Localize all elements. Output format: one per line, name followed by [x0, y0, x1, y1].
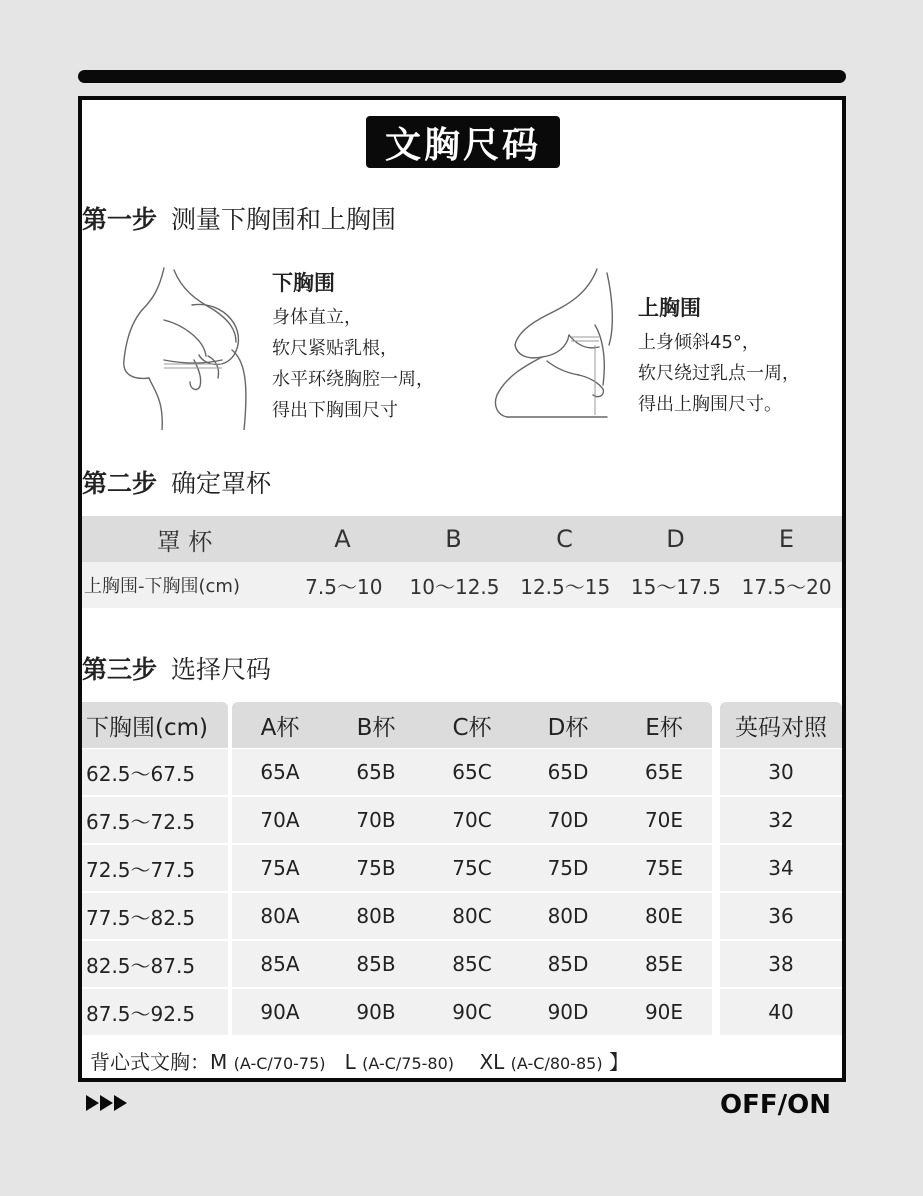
cup-header-cell: B	[445, 525, 462, 553]
cup-row-label: 上胸围-下胸围(cm)	[84, 576, 240, 597]
size-cell: 65C	[452, 760, 492, 784]
table-row	[82, 988, 842, 1036]
size-range-cell: 87.5～92.5	[82, 989, 228, 1035]
size-header-cell: 英码对照	[720, 702, 842, 748]
size-cell: 65B	[356, 760, 396, 784]
vest-bra-footnote	[90, 1046, 629, 1075]
table-row	[82, 940, 842, 988]
size-cell: 85A	[260, 952, 300, 976]
size-cell: 75C	[452, 856, 492, 880]
size-cell: 70E	[644, 808, 684, 832]
under-bust-heading: 下胸围	[272, 271, 335, 295]
footnote-l-range: (A-C/75-80)	[362, 1054, 455, 1073]
size-cell: 85E	[644, 952, 684, 976]
cup-header-cell: E	[778, 525, 795, 553]
size-cell: 75D	[547, 856, 589, 880]
size-cell: 90E	[644, 1000, 684, 1024]
over-bust-line: 软尺绕过乳点一周，	[638, 363, 800, 384]
over-bust-line: 得出上胸围尺寸。	[638, 394, 782, 415]
footnote-xl-range: (A-C/80-85)	[510, 1054, 603, 1073]
size-header-cell: E杯	[645, 714, 683, 741]
size-cell: 65D	[547, 760, 589, 784]
step-three-number: 第三步	[82, 655, 158, 684]
footnote-end: 】	[608, 1050, 629, 1074]
size-header-cell: A杯	[260, 714, 300, 741]
under-bust-instructions	[272, 266, 434, 426]
size-cell: 90A	[260, 1000, 300, 1024]
cup-table-header	[82, 516, 842, 562]
cup-header-cell: C	[556, 525, 573, 553]
cup-table	[82, 516, 842, 608]
size-cell: 80E	[644, 904, 684, 928]
cup-row-cell: 7.5～10	[305, 574, 383, 599]
under-bust-line: 水平环绕胸腔一周，	[272, 369, 434, 390]
footnote-xl: XL	[479, 1050, 505, 1074]
page-title: 文胸尺码	[366, 116, 560, 168]
size-cell: 80A	[260, 904, 300, 928]
size-cell: 65E	[644, 760, 684, 784]
cup-row-cell: 17.5～20	[741, 574, 832, 599]
step-one-number: 第一步	[82, 205, 158, 234]
size-cell: 75B	[356, 856, 396, 880]
size-cell: 75E	[644, 856, 684, 880]
cup-header-cell: A	[334, 525, 351, 553]
uk-size-cell: 38	[720, 941, 842, 987]
under-bust-line: 得出下胸围尺寸	[272, 400, 398, 421]
size-cell: 70B	[356, 808, 396, 832]
size-header-cell: 下胸围(cm)	[82, 702, 228, 748]
top-bar	[78, 70, 846, 83]
size-cell: 90B	[356, 1000, 396, 1024]
size-cups-group	[232, 845, 712, 891]
triple-right-arrow-icon	[86, 1095, 128, 1111]
size-cell: 70A	[260, 808, 300, 832]
under-bust-line: 身体直立，	[272, 307, 362, 328]
size-cell: 75A	[260, 856, 300, 880]
uk-size-cell: 40	[720, 989, 842, 1035]
size-cell: 65A	[260, 760, 300, 784]
size-chart-card	[78, 96, 846, 1082]
size-cups-group	[232, 941, 712, 987]
size-range-cell: 77.5～82.5	[82, 893, 228, 939]
size-range-cell: 62.5～67.5	[82, 749, 228, 795]
size-table-header	[82, 702, 842, 748]
size-cups-group	[232, 989, 712, 1035]
over-bust-line: 上身倾斜45°，	[638, 332, 760, 353]
step-one-heading	[82, 200, 396, 236]
brand-logo: OFF/ON	[720, 1090, 831, 1120]
table-row	[82, 844, 842, 892]
under-bust-illustration	[104, 260, 254, 430]
size-header-cups	[232, 702, 712, 748]
step-two-text: 确定罩杯	[171, 469, 272, 498]
cup-header-cell: D	[666, 525, 685, 553]
cup-header-cell: 罩 杯	[156, 527, 213, 556]
size-table	[82, 702, 842, 1036]
table-row	[82, 796, 842, 844]
footnote-label: 背心式文胸：	[90, 1050, 210, 1074]
uk-size-cell: 36	[720, 893, 842, 939]
size-cell: 80B	[356, 904, 396, 928]
size-cell: 85D	[547, 952, 589, 976]
cup-row-cell: 10～12.5	[409, 574, 500, 599]
size-cell: 70D	[547, 808, 589, 832]
over-bust-illustration	[487, 265, 627, 425]
footnote-m: M	[210, 1050, 228, 1074]
table-row	[82, 748, 842, 796]
cup-row-cell: 12.5～15	[520, 574, 611, 599]
size-cups-group	[232, 797, 712, 843]
size-header-cell: D杯	[547, 714, 589, 741]
size-table-body	[82, 748, 842, 1036]
size-cell: 90D	[547, 1000, 589, 1024]
step-one-text: 测量下胸围和上胸围	[171, 205, 397, 234]
size-range-cell: 82.5～87.5	[82, 941, 228, 987]
uk-size-cell: 30	[720, 749, 842, 795]
size-range-cell: 72.5～77.5	[82, 845, 228, 891]
size-cups-group	[232, 893, 712, 939]
step-two-number: 第二步	[82, 469, 158, 498]
size-header-cell: B杯	[356, 714, 396, 741]
size-cell: 80C	[452, 904, 492, 928]
over-bust-heading: 上胸围	[638, 296, 701, 320]
cup-table-row	[82, 562, 842, 608]
size-cups-group	[232, 749, 712, 795]
size-cell: 90C	[452, 1000, 492, 1024]
uk-size-cell: 34	[720, 845, 842, 891]
size-cell: 70C	[452, 808, 492, 832]
footnote-m-range: (A-C/70-75)	[233, 1054, 326, 1073]
cup-row-cell: 15～17.5	[630, 574, 721, 599]
under-bust-line: 软尺紧贴乳根，	[272, 338, 398, 359]
size-cell: 85C	[452, 952, 492, 976]
step-two-heading	[82, 464, 271, 500]
footnote-l: L	[344, 1050, 356, 1074]
uk-size-cell: 32	[720, 797, 842, 843]
size-header-cell: C杯	[452, 714, 492, 741]
size-range-cell: 67.5～72.5	[82, 797, 228, 843]
table-row	[82, 892, 842, 940]
over-bust-instructions	[638, 291, 800, 420]
size-cell: 80D	[547, 904, 589, 928]
step-three-heading	[82, 650, 271, 686]
size-cell: 85B	[356, 952, 396, 976]
step-three-text: 选择尺码	[171, 655, 272, 684]
